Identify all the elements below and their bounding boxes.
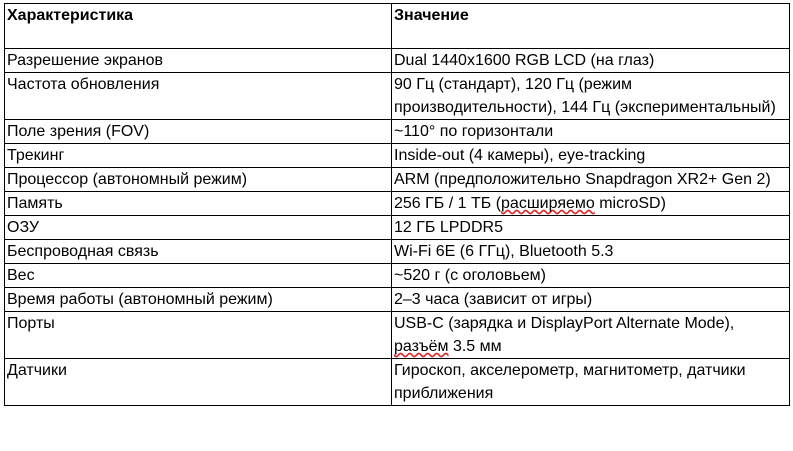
table-row — [5, 120, 790, 144]
table-row — [5, 192, 790, 216]
row-value: 90 Гц (стандарт), 120 Гц (режим производительности), 144 Гц (экспериментальный) — [392, 73, 790, 120]
row-value: 2–3 часа (зависит от игры) — [392, 288, 790, 312]
spellcheck-word: расширяемо — [501, 195, 595, 212]
table-row — [5, 312, 790, 359]
row-value: Wi-Fi 6E (6 ГГц), Bluetooth 5.3 — [392, 240, 790, 264]
table-row — [5, 73, 790, 120]
table-row — [5, 264, 790, 288]
row-value: ~110° по горизонтали — [392, 120, 790, 144]
table-row — [5, 144, 790, 168]
row-name: Датчики — [5, 359, 392, 406]
row-name: ОЗУ — [5, 216, 392, 240]
value-text: USB-C (зарядка и DisplayPort Alternate Mode), — [394, 315, 735, 332]
header-characteristic: Характеристика — [5, 4, 392, 49]
row-value — [392, 192, 790, 216]
row-value: ~520 г (с оголовьем) — [392, 264, 790, 288]
header-value: Значение — [392, 4, 790, 49]
row-name: Частота обновления — [5, 73, 392, 120]
row-name: Трекинг — [5, 144, 392, 168]
specs-table — [4, 3, 790, 406]
table-header-row — [5, 4, 790, 49]
spellcheck-word: разъём — [394, 338, 449, 355]
row-name: Беспроводная связь — [5, 240, 392, 264]
row-name: Разрешение экранов — [5, 49, 392, 73]
table-row — [5, 240, 790, 264]
table-row — [5, 168, 790, 192]
row-name: Время работы (автономный режим) — [5, 288, 392, 312]
value-text: microSD) — [594, 195, 666, 212]
row-value: Inside-out (4 камеры), eye-tracking — [392, 144, 790, 168]
row-value: Dual 1440x1600 RGB LCD (на глаз) — [392, 49, 790, 73]
row-value: 12 ГБ LPDDR5 — [392, 216, 790, 240]
row-value: Гироскоп, акселерометр, магнитометр, датчики приближения — [392, 359, 790, 406]
table-row — [5, 288, 790, 312]
row-name: Поле зрения (FOV) — [5, 120, 392, 144]
row-name: Процессор (автономный режим) — [5, 168, 392, 192]
row-name: Память — [5, 192, 392, 216]
row-value — [392, 312, 790, 359]
row-name: Порты — [5, 312, 392, 359]
table-row — [5, 216, 790, 240]
value-text: 3.5 мм — [448, 338, 502, 355]
table-row — [5, 49, 790, 73]
row-name: Вес — [5, 264, 392, 288]
row-value: ARM (предположительно Snapdragon XR2+ Gen 2) — [392, 168, 790, 192]
table-row — [5, 359, 790, 406]
value-text: 256 ГБ / 1 ТБ ( — [394, 195, 502, 212]
